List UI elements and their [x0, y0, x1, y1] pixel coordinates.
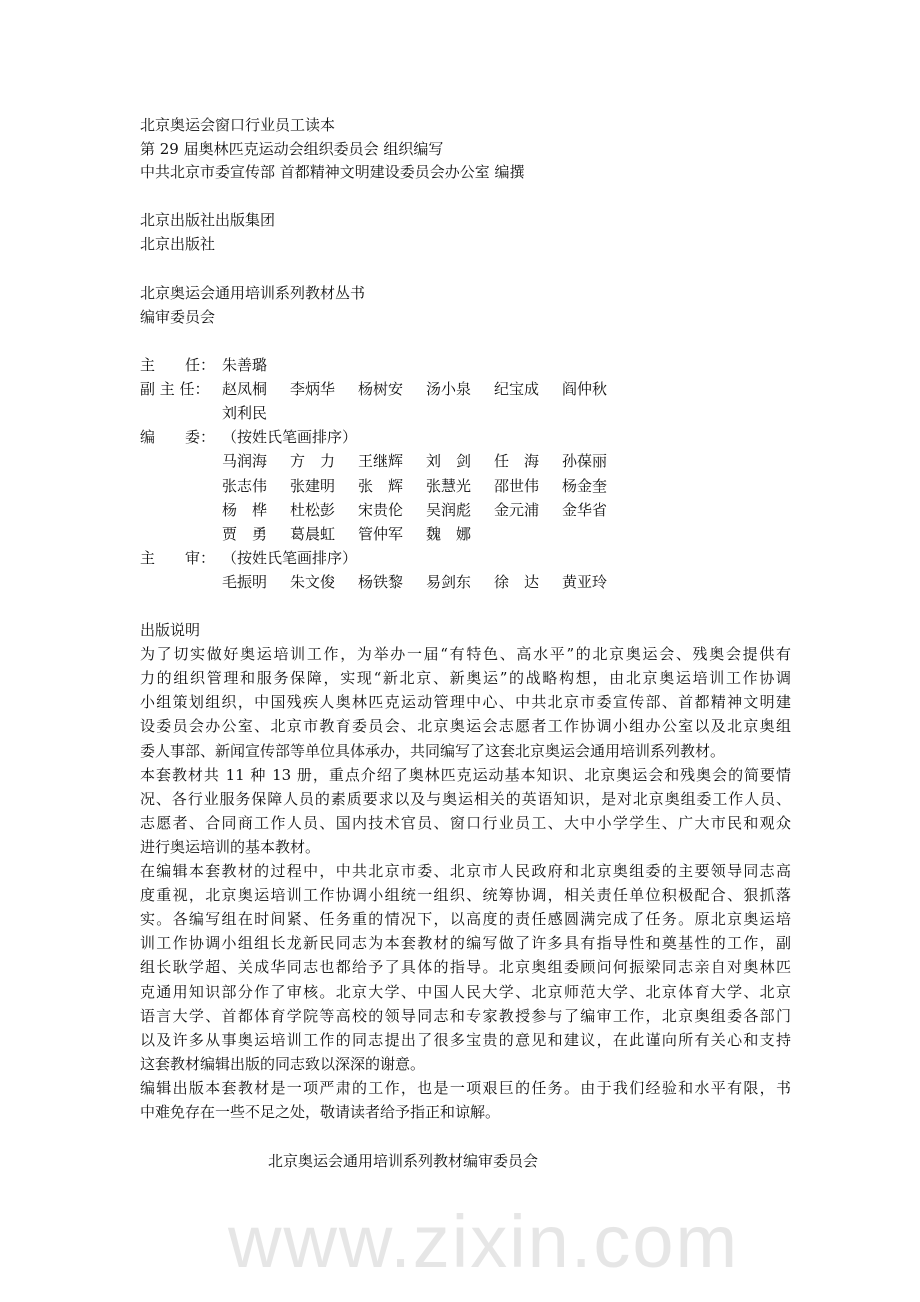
committee-member-name: 宋贵伦	[358, 500, 404, 519]
body-text-line: 设委员会办公室、北京市教育委员会、北京奥运会志愿者工作协调小组办公室以及北京奥组	[140, 717, 791, 736]
committee-row	[140, 426, 357, 448]
body-text-line: 进行奥运培训的基本教材。	[140, 837, 321, 856]
committee-row	[140, 571, 630, 593]
committee-member-name: 张建明	[290, 476, 336, 495]
body-text-line: 组长耿学超、关成华同志也都给予了具体的指导。北京奥组委顾问何振梁同志亲自对奥林匹	[140, 958, 791, 977]
committee-member-name: 金元浦	[494, 500, 540, 519]
committee-member-name: 张志伟	[222, 476, 268, 495]
series-line: 北京奥运会通用培训系列教材丛书	[140, 284, 366, 302]
committee-member-name: （按姓氏笔画排序）	[222, 428, 358, 447]
committee-member-name: 黄亚玲	[562, 572, 608, 591]
committee-row	[140, 450, 630, 472]
header-line: 北京奥运会窗口行业员工读本	[140, 116, 336, 134]
committee-member-name: 贾 勇	[222, 524, 268, 543]
committee-member-name: 张慧光	[426, 476, 472, 495]
committee-member-name: 纪宝成	[494, 380, 540, 399]
committee-member-name: 魏 娜	[426, 524, 472, 543]
body-text-line: 这套教材编辑出版的同志致以深深的谢意。	[140, 1054, 426, 1073]
committee-member-name: 葛晨虹	[290, 524, 336, 543]
body-text-line: 度重视，北京奥运培训工作协调小组统一组织、统筹协调，相关责任单位积极配合、狠抓落	[140, 886, 791, 905]
committee-row	[140, 378, 630, 400]
committee-member-name: 吴润彪	[426, 500, 472, 519]
committee-row	[140, 475, 630, 497]
committee-member-name: 朱善璐	[222, 356, 268, 374]
committee-member-name: 刘 剑	[426, 452, 472, 471]
committee-role-label: 副 主 任：	[140, 380, 210, 399]
body-text-line: 中难免存在一些不足之处，敬请读者给予指正和谅解。	[140, 1103, 501, 1121]
committee-member-name: 杨树安	[358, 380, 404, 399]
committee-member-name: 孙葆丽	[562, 452, 608, 471]
committee-role-label: 主 任：	[140, 356, 216, 374]
committee-member-name: 方 力	[290, 452, 336, 471]
committee-member-name: 金华省	[562, 500, 608, 519]
publisher-line: 北京出版社	[140, 235, 216, 254]
body-text-line: 力的组织管理和服务保障，实现“新北京、新奥运”的战略构想，由北京奥运培训工作协调	[140, 669, 791, 688]
committee-member-name: 杨金奎	[562, 476, 608, 495]
committee-row	[140, 402, 290, 424]
committee-member-name: 杜松彭	[290, 500, 336, 519]
committee-member-name: 赵凤桐	[222, 380, 268, 399]
body-text-line: 实。各编写组在时间紧、任务重的情况下，以高度的责任感圆满完成了任务。原北京奥运培	[140, 910, 791, 929]
committee-member-name: 李炳华	[290, 380, 336, 399]
committee-member-name: 王继辉	[358, 452, 404, 471]
committee-member-name: 阎仲秋	[562, 380, 608, 399]
body-text-line: 小组策划组织，中国残疾人奥林匹克运动管理中心、中共北京市委宣传部、首都精神文明建	[140, 693, 791, 712]
body-text-line: 在编辑本套教材的过程中，中共北京市委、北京市人民政府和北京奥组委的主要领导同志高	[140, 862, 791, 880]
committee-member-name: 朱文俊	[290, 572, 336, 591]
body-text-line: 语言大学、首都体育学院等高校的领导同志和专家教授参与了编审工作，北京奥组委各部门	[140, 1006, 791, 1025]
committee-member-name: 毛振明	[222, 572, 268, 591]
section-title: 出版说明	[140, 621, 201, 639]
body-text-line: 况、各行业服务保障人员的素质要求以及与奥运相关的英语知识，是对北京奥组委工作人员、	[140, 789, 791, 808]
committee-member-name: 管仲军	[358, 524, 404, 543]
body-text-line: 本套教材共 11 种 13 册，重点介绍了奥林匹克运动基本知识、北京奥运会和残奥会的简要情	[140, 765, 791, 784]
committee-member-name: 徐 达	[494, 572, 540, 591]
committee-row	[140, 499, 630, 521]
body-text-line: 以及许多从事奥运培训工作的同志提出了很多宝贵的意见和建议，在此谨向所有关心和支持	[140, 1030, 791, 1049]
body-text-line: 克通用知识部分作了审核。北京大学、中国人民大学、北京师范大学、北京体育大学、北京	[140, 982, 791, 1001]
committee-member-name: 任 海	[494, 452, 540, 471]
committee-member-name: 邵世伟	[494, 476, 540, 495]
header-line: 中共北京市委宣传部 首都精神文明建设委员会办公室 编撰	[140, 163, 525, 182]
committee-member-name: 张 辉	[358, 476, 404, 495]
committee-member-name: 汤小泉	[426, 380, 472, 399]
body-text-line: 志愿者、合同商工作人员、国内技术官员、窗口行业员工、大中小学学生、广大市民和观众	[140, 813, 791, 832]
header-line: 第 29 届奥林匹克运动会组织委员会 组织编写	[140, 139, 444, 158]
watermark: www.zixin.com	[228, 1200, 740, 1283]
committee-row	[140, 354, 290, 376]
committee-member-name: 刘利民	[222, 404, 268, 423]
signature-line: 北京奥运会通用培训系列教材编审委员会	[268, 1152, 539, 1170]
committee-role-label: 主 审：	[140, 548, 216, 567]
committee-member-name: 杨 桦	[222, 500, 268, 519]
committee-row	[140, 547, 357, 569]
committee-role-label: 编 委：	[140, 428, 216, 447]
body-text-line: 委人事部、新闻宣传部等单位具体承办，共同编写了这套北京奥运会通用培训系列教材。	[140, 741, 726, 760]
committee-member-name: 易剑东	[426, 572, 472, 591]
committee-member-name: 杨铁黎	[358, 572, 404, 591]
committee-member-name: （按姓氏笔画排序）	[222, 548, 358, 567]
body-text-line: 编辑出版本套教材是一项严肃的工作，也是一项艰巨的任务。由于我们经验和水平有限，书	[140, 1078, 791, 1097]
body-text-line: 为了切实做好奥运培训工作，为举办一届“有特色、高水平”的北京奥运会、残奥会提供有	[140, 645, 791, 664]
body-text-line: 训工作协调小组组长龙新民同志为本套教材的编写做了许多具有指导性和奠基性的工作，副	[140, 934, 791, 953]
series-line: 编审委员会	[140, 308, 216, 327]
committee-member-name: 马润海	[222, 452, 268, 471]
publisher-line: 北京出版社出版集团	[140, 211, 276, 229]
committee-row	[140, 523, 494, 545]
